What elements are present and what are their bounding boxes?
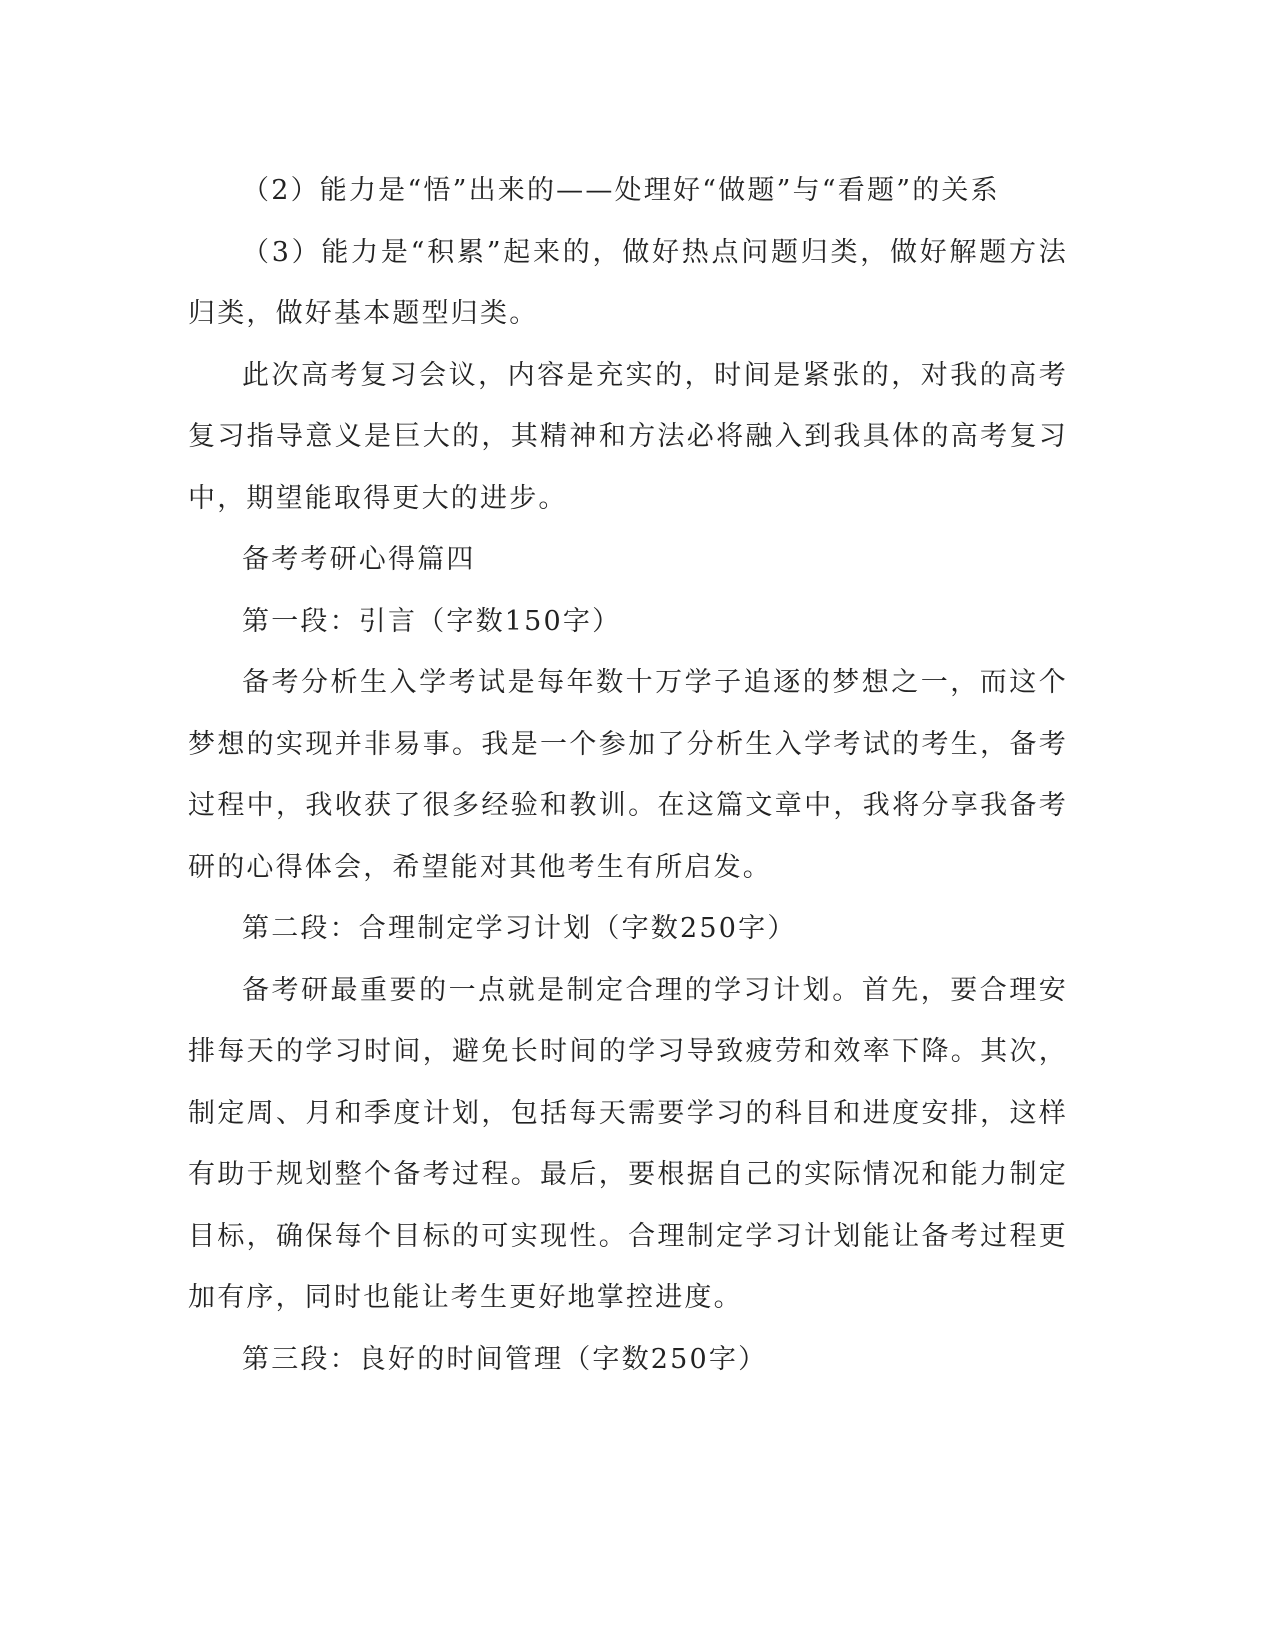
paragraph-meeting-summary: 此次高考复习会议，内容是充实的，时间是紧张的，对我的高考复习指导意义是巨大的，其精神和方法必将融入到我具体的高考复习中，期望能取得更大的进步。 bbox=[188, 359, 1068, 514]
paragraph-introduction: 备考分析生入学考试是每年数十万学子追逐的梦想之一，而这个梦想的实现并非易事。我是一个参加了分析生入学考试的考生，备考过程中，我收获了很多经验和教训。在这篇文章中，我将分享我备考研的心得体会，希望能对其他考生有所启发。 bbox=[188, 667, 1068, 883]
paragraph-ability-insight: （2）能力是“悟”出来的——处理好“做题”与“看题”的关系 bbox=[242, 175, 1000, 206]
document-body bbox=[188, 160, 1068, 1390]
section-heading-part-four: 备考考研心得篇四 bbox=[242, 544, 476, 575]
paragraph-ability-accumulation: （3）能力是“积累”起来的，做好热点问题归类，做好解题方法归类，做好基本题型归类。 bbox=[188, 236, 1068, 329]
subheading-study-plan: 第二段：合理制定学习计划（字数250字） bbox=[242, 913, 797, 944]
subheading-time-management: 第三段：良好的时间管理（字数250字） bbox=[242, 1343, 768, 1375]
subheading-introduction: 第一段：引言（字数150字） bbox=[242, 605, 622, 637]
paragraph-study-plan: 备考研最重要的一点就是制定合理的学习计划。首先，要合理安排每天的学习时间，避免长时间的学习导致疲劳和效率下降。其次，制定周、月和季度计划，包括每天需要学习的科目和进度安排，这样有助于规划整个备考过程。最后，要根据自己的实际情况和能力制定目标，确保每个目标的可实现性。合理制定学习计划能让备考过程更加有序，同时也能让考生更好地掌控进度。 bbox=[188, 974, 1068, 1313]
